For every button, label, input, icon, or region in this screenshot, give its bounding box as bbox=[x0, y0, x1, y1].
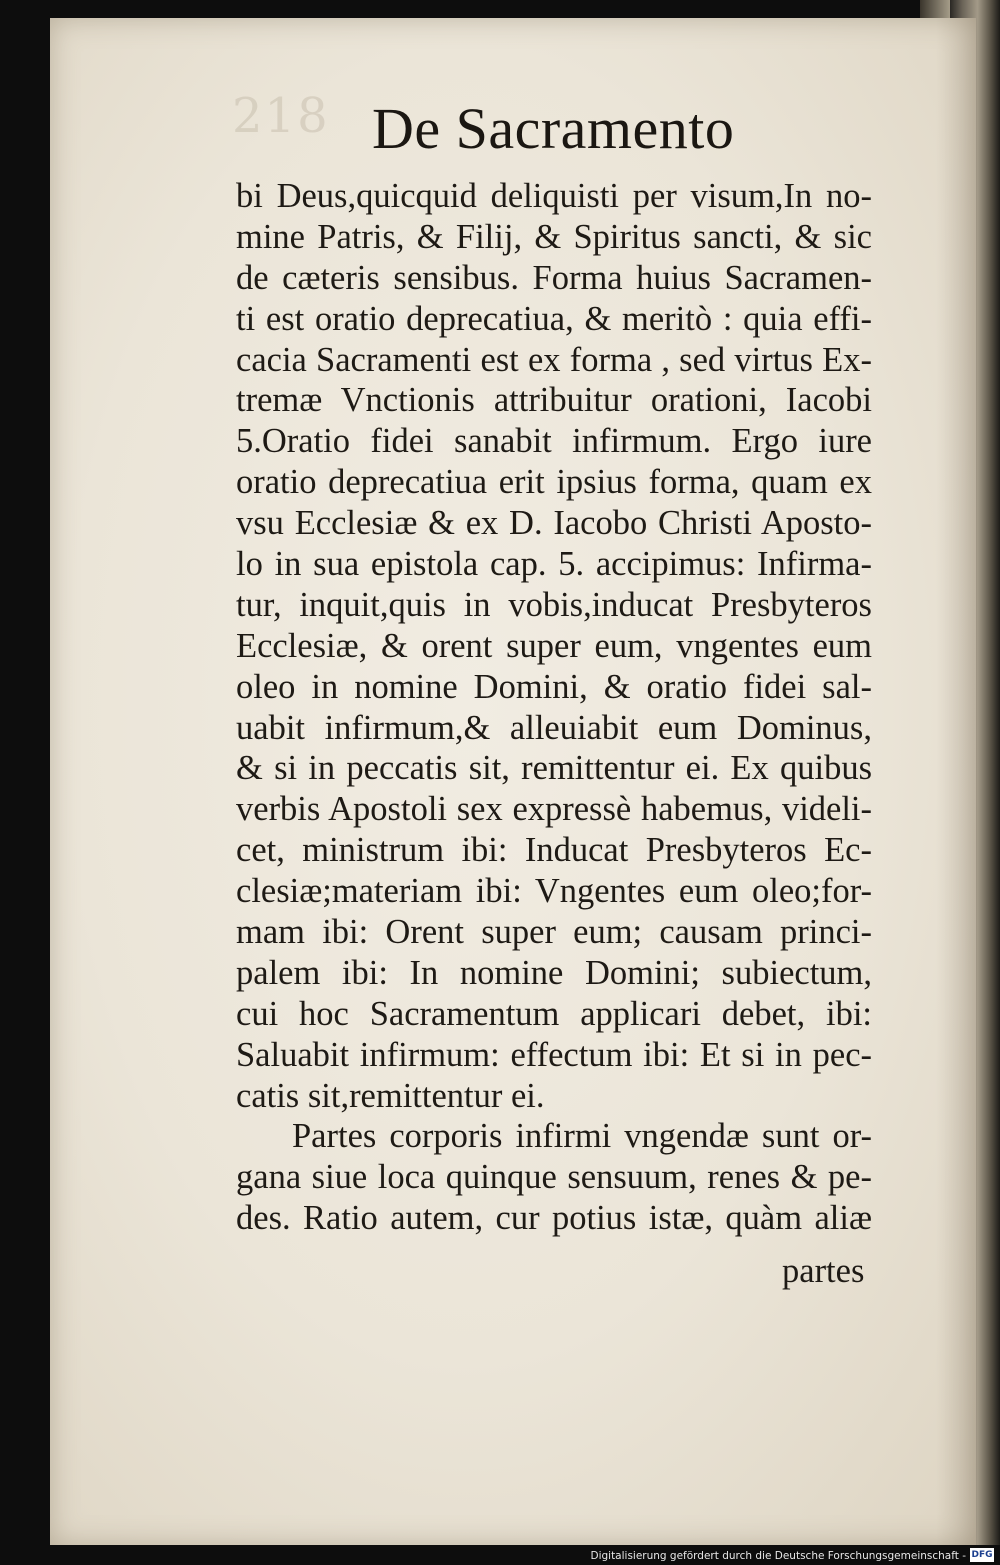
text-line: tremæ Vnctionis attribuitur orationi, Iacobi bbox=[236, 381, 872, 420]
text-line: cet, ministrum ibi: Inducat Presbyteros Ec- bbox=[236, 831, 872, 870]
body-text bbox=[236, 176, 872, 1239]
text-line: vsu Ecclesiæ & ex D. Iacobo Christi Aposto- bbox=[236, 504, 872, 543]
text-line: verbis Apostoli sex expressè habemus, videli- bbox=[236, 790, 872, 829]
text-line: catis sit,remittentur ei. bbox=[236, 1076, 545, 1115]
text-line: lo in sua epistola cap. 5. accipimus: Infirma- bbox=[236, 545, 872, 584]
text-line: 5.Oratio fidei sanabit infirmum. Ergo iure bbox=[236, 422, 872, 461]
running-head: De Sacramento bbox=[372, 96, 735, 161]
text-line: des. Ratio autem, cur potius istæ, quàm aliæ bbox=[236, 1199, 872, 1238]
text-line: & si in peccatis sit, remittentur ei. Ex quibus bbox=[236, 749, 872, 788]
text-line: clesiæ;materiam ibi: Vngentes eum oleo;for- bbox=[236, 872, 872, 911]
text-line: bi Deus,quicquid deliquisti per visum,In no- bbox=[236, 177, 872, 215]
text-line: mam ibi: Orent super eum; causam princi- bbox=[236, 913, 872, 952]
page-gutter-shadow bbox=[936, 18, 976, 1546]
text-line: mine Patris, & Filij, & Spiritus sancti, & sic bbox=[236, 217, 872, 256]
text-line: Saluabit infirmum: effectum ibi: Et si in pec- bbox=[236, 1035, 872, 1074]
text-line: cacia Sacramenti est ex forma , sed virtus Ex- bbox=[236, 340, 872, 379]
text-line: de cæteris sensibus. Forma huius Sacramen- bbox=[236, 258, 872, 297]
show-through-page-number: 218 bbox=[232, 88, 330, 144]
text-line: palem ibi: In nomine Domini; subiectum, bbox=[236, 953, 872, 992]
text-line: oratio deprecatiua erit ipsius forma, quam ex bbox=[236, 463, 872, 502]
text-line: ti est oratio deprecatiua, & meritò : quia effi- bbox=[236, 299, 872, 338]
text-line: tur, inquit,quis in vobis,inducat Presbyteros bbox=[236, 585, 872, 624]
text-line: Partes corporis infirmi vngendæ sunt or- bbox=[292, 1117, 872, 1156]
text-line: cui hoc Sacramentum applicari debet, ibi: bbox=[236, 994, 872, 1033]
text-line: Ecclesiæ, & orent super eum, vngentes eum bbox=[236, 626, 872, 665]
funding-note: Digitalisierung gefördert durch die Deutsche Forschungsgemeinschaft - bbox=[590, 1550, 966, 1562]
dfg-logo: DFG bbox=[971, 1550, 993, 1560]
text-line: gana siue loca quinque sensuum, renes & pe- bbox=[236, 1158, 872, 1197]
text-line: uabit infirmum,& alleuiabit eum Dominus, bbox=[236, 708, 872, 747]
catchword: partes bbox=[782, 1252, 865, 1290]
funding-bar bbox=[0, 1545, 1000, 1565]
text-line: oleo in nomine Domini, & oratio fidei sal- bbox=[236, 667, 872, 706]
